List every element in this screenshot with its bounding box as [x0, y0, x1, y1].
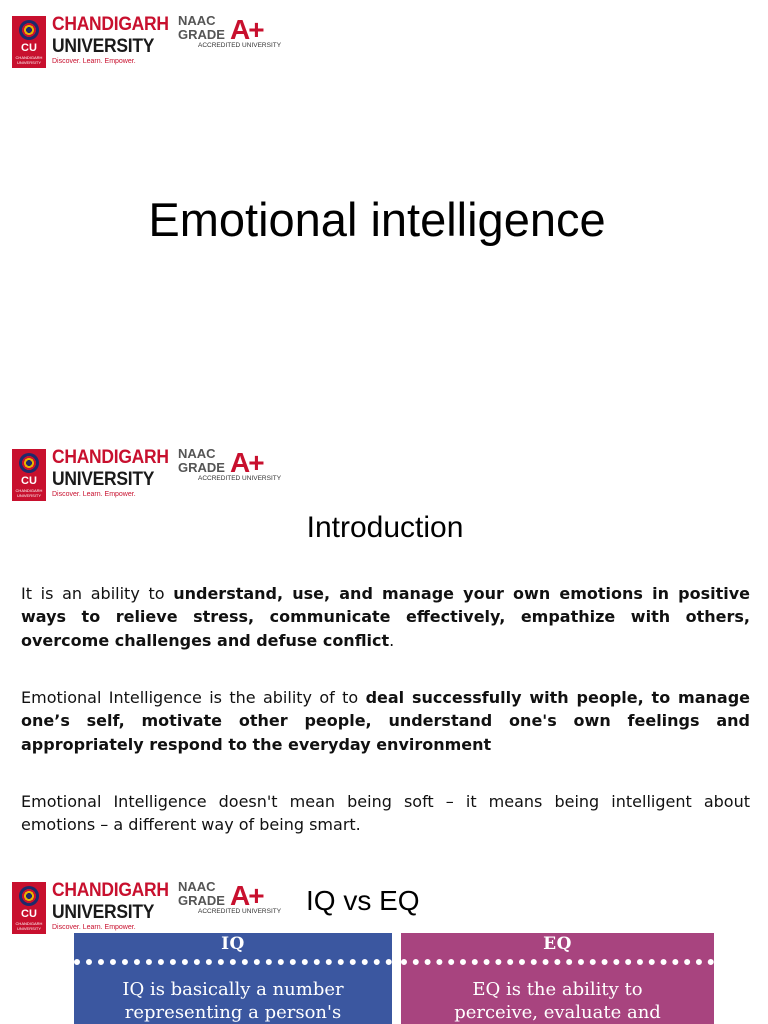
emblem-wheel-icon: [19, 453, 39, 473]
iq-card: [74, 933, 392, 1024]
crest-small-label: CHANDIGARH UNIVERSITY: [15, 488, 43, 498]
paragraph-definition: [21, 582, 750, 652]
naac-badge: [178, 446, 282, 487]
university-name: [52, 14, 169, 58]
university-name: [52, 447, 169, 491]
iq-card-line: representing a person's: [124, 1002, 342, 1023]
paragraph-ability: [21, 686, 750, 756]
naac-grade: A+: [230, 880, 263, 911]
paragraph-bold-text: deal successfully with people, to manage one’s self, motivate other people, understand one's own feelings and appropriately respond to the everyday environment: [21, 688, 750, 754]
naac-line1: NAAC: [178, 446, 216, 461]
eq-card-body: [401, 965, 714, 1024]
section-title: Introduction: [306, 511, 464, 544]
university-name-line1: CHANDIGARH: [52, 14, 169, 35]
crest-label: CU: [21, 475, 37, 487]
naac-grade: A+: [230, 447, 263, 478]
iq-card-line: IQ is basically a number: [122, 979, 344, 1000]
crest-label: CU: [21, 908, 37, 920]
university-name: [52, 880, 169, 924]
university-tagline: Discover. Learn. Empower.: [52, 58, 136, 65]
naac-accredited: ACCREDITED UNIVERSITY: [198, 908, 282, 915]
crest-small-label: CHANDIGARH UNIVERSITY: [15, 921, 43, 931]
eq-card: [401, 933, 714, 1024]
crest-icon: [12, 449, 46, 501]
naac-label: [178, 14, 225, 42]
naac-line2: GRADE: [178, 893, 225, 908]
eq-card-line: perceive, evaluate and: [454, 1002, 661, 1023]
crest-small-label: CHANDIGARH UNIVERSITY: [15, 55, 43, 65]
naac-grade: A+: [230, 14, 263, 45]
crest-icon: [12, 882, 46, 934]
comparison-title: IQ vs EQ: [306, 885, 420, 916]
naac-line2: GRADE: [178, 27, 225, 42]
naac-line1: NAAC: [178, 879, 216, 894]
paragraph-text: Emotional Intelligence is the ability of to: [21, 688, 366, 707]
paragraph-text: It is an ability to: [21, 584, 174, 603]
university-logo: [12, 879, 282, 936]
university-name-line1: CHANDIGARH: [52, 880, 169, 901]
paragraph-text: Emotional Intelligence doesn't mean being soft – it means being intelligent about emotions – a different way of being smart.: [21, 792, 750, 835]
naac-accredited: ACCREDITED UNIVERSITY: [198, 475, 282, 482]
university-name-line2: UNIVERSITY: [52, 902, 155, 923]
university-name-line1: CHANDIGARH: [52, 447, 169, 468]
naac-line1: NAAC: [178, 13, 216, 28]
emblem-wheel-icon: [19, 886, 39, 906]
naac-line2: GRADE: [178, 460, 225, 475]
naac-label: [178, 447, 225, 475]
eq-card-heading: EQ: [543, 934, 572, 954]
university-name-line2: UNIVERSITY: [52, 469, 155, 490]
university-logo: [12, 13, 282, 70]
paragraph-bold-text: understand, use, and manage your own emotions in positive ways to relieve stress, communicate effectively, empathize with others, overcome challenges and defuse conflict: [21, 584, 750, 650]
naac-badge: [178, 13, 282, 54]
iq-card-heading: IQ: [221, 934, 245, 954]
naac-badge: [178, 879, 282, 920]
paragraph-text: .: [389, 630, 395, 650]
crest-icon: [12, 16, 46, 68]
crest-label: CU: [21, 42, 37, 54]
eq-card-line: EQ is the ability to: [472, 979, 643, 1000]
slide-title: Emotional intelligence: [148, 193, 606, 246]
naac-label: [178, 880, 225, 908]
emblem-wheel-icon: [19, 20, 39, 40]
university-logo: [12, 446, 282, 503]
paragraph-meaning: [21, 790, 750, 837]
university-tagline: Discover. Learn. Empower.: [52, 491, 136, 498]
iq-card-body: [74, 965, 392, 1024]
university-tagline: Discover. Learn. Empower.: [52, 924, 136, 931]
naac-accredited: ACCREDITED UNIVERSITY: [198, 42, 282, 49]
university-name-line2: UNIVERSITY: [52, 36, 155, 57]
